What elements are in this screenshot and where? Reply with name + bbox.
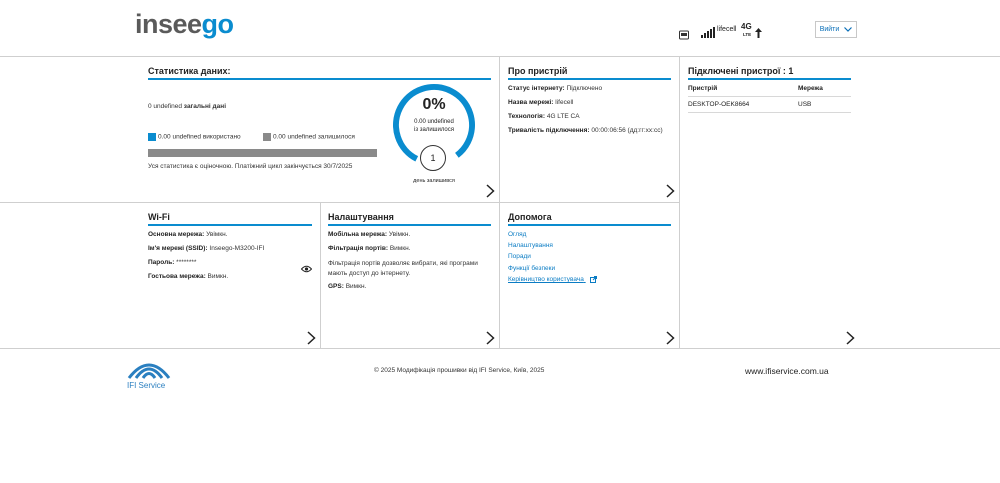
footer-brand: IFI Service (127, 381, 166, 390)
usage-percent: 0% (422, 96, 446, 113)
chevron-right-icon[interactable] (307, 331, 316, 348)
gauge-line1: 0.00 undefined (414, 119, 454, 125)
col-network: Мережа (798, 81, 851, 97)
device-row-internet: Статус інтернету: Підключено (508, 85, 603, 92)
gauge-line2: із залишилося (413, 127, 454, 133)
device-row-duration: Тривалість підключення: 00:00:06:56 (дд:гг:хх:сс) (508, 127, 663, 134)
network-tech: LTE (743, 32, 752, 37)
eye-icon[interactable] (301, 260, 312, 278)
help-link-security[interactable]: Функції безпеки (508, 265, 556, 272)
legend-used-swatch (148, 133, 156, 141)
connected-title: Підключені пристрої : 1 (688, 66, 794, 76)
manual-link-label: Керівництво користувача (508, 276, 584, 284)
settings-title-underline (328, 224, 491, 226)
column-divider (499, 56, 500, 348)
settings-row-filter: Фільтрація портів: Вимкн. (328, 245, 411, 252)
upload-arrow-icon (755, 25, 762, 43)
chevron-right-icon[interactable] (486, 184, 495, 201)
legend-remaining-swatch (263, 133, 271, 141)
logout-button[interactable] (815, 21, 857, 38)
help-link-overview[interactable]: Огляд (508, 231, 527, 238)
help-link-settings[interactable]: Налаштування (508, 242, 553, 249)
total-data: 0 undefined загальні дані (148, 103, 227, 110)
wifi-row-ssid: Ім'я мережі (SSID): Inseego-M3200-IFI (148, 245, 265, 252)
chevron-right-icon[interactable] (666, 331, 675, 348)
carrier-name: lifecell (717, 26, 737, 33)
help-link-manual[interactable] (508, 276, 597, 283)
days-left-circle (420, 145, 446, 171)
chevron-right-icon[interactable] (846, 331, 855, 348)
connected-title-underline (688, 78, 851, 80)
chevron-right-icon[interactable] (666, 184, 675, 201)
chevron-down-icon (844, 27, 852, 32)
device-name: DESKTOP-OEK8664 (688, 97, 798, 113)
device-title-underline (508, 78, 671, 80)
column-divider (679, 56, 680, 348)
row-divider (0, 202, 680, 203)
settings-filter-desc: Фільтрація портів дозволяє вибрати, які програми мають доступ до інтернету. (328, 260, 478, 277)
table-row (688, 97, 851, 113)
help-link-tips[interactable]: Поради (508, 253, 531, 260)
wifi-row-password: Пароль: ******** (148, 259, 197, 266)
signal-bars-icon (701, 25, 715, 43)
days-left-label: день залишився (413, 178, 455, 184)
logout-label: Вийти (819, 26, 840, 33)
wifi-title-underline (148, 224, 312, 226)
device-title: Про пристрій (508, 66, 568, 76)
column-divider (320, 202, 321, 348)
stats-title: Статистика даних: (148, 66, 231, 76)
device-network: USB (798, 97, 851, 113)
legend-remaining: 0.00 undefined залишилося (263, 133, 355, 141)
table-header-row (688, 81, 851, 97)
device-row-technology: Технологія: 4G LTE CA (508, 113, 580, 120)
usage-bar (148, 149, 377, 157)
wifi-row-guest: Гостьова мережа: Вимкн. (148, 273, 229, 280)
device-row-network: Назва мережі: lifecell (508, 99, 574, 106)
settings-row-mobile: Мобільна мережа: Увімкн. (328, 231, 411, 238)
help-title: Допомога (508, 212, 552, 222)
stats-note: Уся статистика є оціночною. Платіжний цикл закінчується 30/7/2025 (148, 163, 353, 170)
settings-title: Налаштування (328, 212, 394, 222)
wifi-row-main: Основна мережа: Увімкн. (148, 231, 228, 238)
legend-used: 0.00 undefined використано (148, 133, 241, 141)
external-link-icon (590, 276, 597, 283)
col-device: Пристрій (688, 81, 798, 97)
network-gen: 4G (741, 22, 752, 31)
help-title-underline (508, 224, 671, 226)
days-left-value: 1 (430, 153, 436, 163)
inseego-logo: inseego (135, 9, 234, 39)
connected-devices-table (688, 81, 851, 113)
footer-copyright: © 2025 Модифікація прошивки від IFI Service, Київ, 2025 (374, 367, 545, 374)
wifi-title: Wi-Fi (148, 212, 170, 222)
footer-divider (0, 348, 1000, 349)
settings-row-gps: GPS: Вимкн. (328, 283, 367, 290)
header-divider (0, 56, 1000, 57)
chevron-right-icon[interactable] (486, 331, 495, 348)
stats-title-underline (148, 78, 491, 80)
footer-website[interactable]: www.ifiservice.com.ua (745, 366, 829, 376)
router-icon (679, 27, 689, 45)
